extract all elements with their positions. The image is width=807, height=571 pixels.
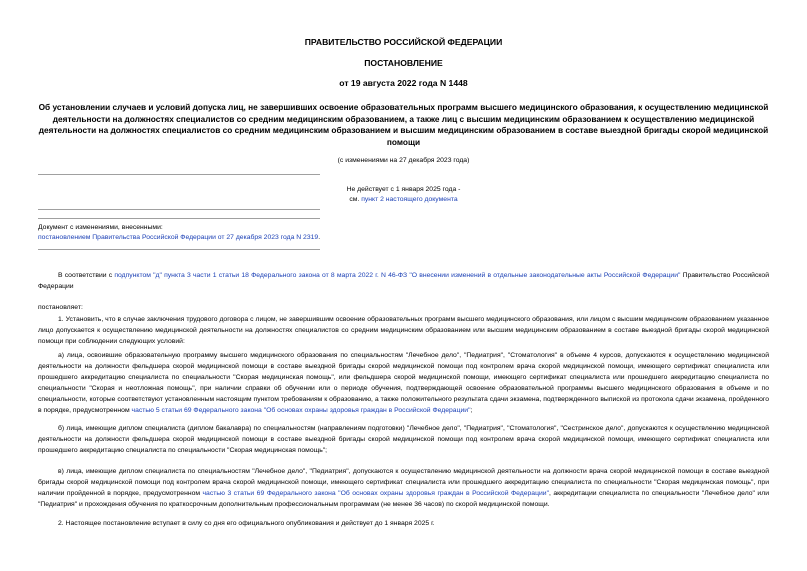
government-heading: ПРАВИТЕЛЬСТВО РОССИЙСКОЙ ФЕДЕРАЦИИ (304, 37, 503, 47)
status-line-2 (0, 195, 807, 204)
paragraph-v-text: в) лица, имеющие диплом специалиста по специальностям "Лечебное дело", "Педиатрия", допускаются к осуществлению медицинской деятельности на должности врача скорой медицинской помощи в составе выездной бригады скорой медицинской помощи под контролем врача скорой медицинской помощи, имеющего сертификат специалиста или прошедшего аккредитацию специалиста по специальности "Скорая медицинская помощь", при наличии пройденной в порядке, предусмотренном (38, 468, 769, 497)
paragraph-2: 2. Настоящее постановление вступает в силу со дня его официального опубликования и действует до 1 января 2025 г. (58, 520, 435, 527)
paragraph-v-link[interactable]: частью 3 статьи 69 Федерального закона "Об основах охраны здоровья граждан в Российской Федерации" (202, 490, 549, 497)
paragraph-a (38, 350, 769, 416)
preamble-paragraph (38, 270, 769, 292)
divider-top (38, 174, 320, 175)
paragraph-a-text: а) лица, освоившие образовательную программу высшего медицинского образования по специальностям "Лечебное дело", "Педиатрия", "Стоматология" в объеме 4 курсов, допускаются к осуществлению медицинской деятельности на должности фельдшера скорой медицинской помощи в составе выездной бригады скорой медицинской помощи под контролем врача скорой медицинской помощи, имеющего сертификат специалиста или прошедшего аккредитацию специалиста по специальности "Скорая медицинская помощь", или фельдшера скорой медицинской помощи, имеющего сертификат специалиста или прошедшего аккредитацию специалиста по специальности "Скорая и неотложная помощь", при наличии справки об обучении или о периоде обучения, подтверждающей освоение образовательной программы высшего медицинского образования в объеме и по специальности, которые соответствуют установленным настоящим пунктом требованиям к образованию, а также положительного результата сдачи экзамена, подтвержденного выпиской из протокола сдачи экзамена, пройденного в порядке, предусмотренном (38, 352, 769, 414)
paragraph-a-link[interactable]: частью 5 статьи 69 Федерального закона "Об основах охраны здоровья граждан в Российской Федерации" (131, 407, 471, 414)
divider-middle-1 (38, 209, 320, 210)
divider-middle-2 (38, 218, 320, 219)
paragraph-1: 1. Установить, что в случае заключения трудового договора с лицом, не завершившим освоение образовательных программ высшего медицинского образования, или лицом с высшим медицинским образованием указанное лицо допускается к осуществлению медицинской деятельности на должностях специалистов со средним медицинским образованием или высшим медицинским образованием в составе выездной бригады скорой медицинской помощи при соблюдении следующих условий: (38, 316, 769, 345)
amendments-note: (с изменениями на 27 декабря 2023 года) (337, 157, 470, 164)
document-title: Об установлении случаев и условий допуска лиц, не завершивших освоение образовательных программ высшего медицинского образования, к осуществлению медицинской деятельности на должностях специалистов со средним медицинским образованием, а также лиц с высшим медицинским образованием к осуществлению медицинской деятельности на должностях специалистов со средним медицинским образованием и высшим медицинским образованием в составе выездной бригады скорой медицинской помощи (38, 102, 769, 147)
preamble-intro: В соответствии с (58, 272, 115, 279)
changes-suffix: . (318, 234, 321, 241)
changes-link[interactable]: постановлением Правительства Российской Федерации от 27 декабря 2023 года N 2319 (38, 234, 319, 241)
preamble-tail: Правительство Российской Федерации (38, 272, 769, 290)
changes-line (38, 232, 320, 243)
paragraph-b: б) лица, имеющие диплом специалиста (диплом бакалавра) по специальностям (направлениям подготовки) "Лечебное дело", "Педиатрия", "Стоматология", "Сестринское дело", допускаются к осуществлению медицинской деятельности на должности фельдшера скорой медицинской помощи в составе выездной бригады скорой медицинской помощи под контролем врача скорой медицинской помощи, имеющего сертификат специалиста или прошедшего аккредитацию специалиста по специальности "Скорая медицинская помощь"; (38, 425, 769, 454)
decrees-label: постановляет: (38, 304, 83, 311)
paragraph-v-end: , аккредитации специалиста по специальности "Лечебное дело" или "Педиатрия" и прохождения обучения по краткосрочным дополнительным профессиональным программам (не менее 36 часов) по скорой медицинской помощи. (38, 490, 769, 508)
changes-label: Документ с изменениями, внесенными: (38, 224, 163, 231)
preamble-law-link[interactable]: подпунктом "д" пункта 3 части 1 статьи 18 Федерального закона от 8 марта 2022 г. N 46-ФЗ "О внесении изменений в отдельные законодательные акты Российской Федерации" (114, 272, 681, 279)
date-number-heading: от 19 августа 2022 года N 1448 (339, 78, 468, 88)
divider-bottom (38, 249, 320, 250)
document-type-heading: ПОСТАНОВЛЕНИЕ (364, 58, 443, 68)
status-prefix: см. (349, 196, 362, 203)
status-line-1: Не действует с 1 января 2025 года - (346, 186, 461, 193)
paragraph-v (38, 466, 769, 510)
status-link[interactable]: пункт 2 настоящего документа (361, 196, 458, 203)
paragraph-a-end: ; (470, 407, 473, 414)
